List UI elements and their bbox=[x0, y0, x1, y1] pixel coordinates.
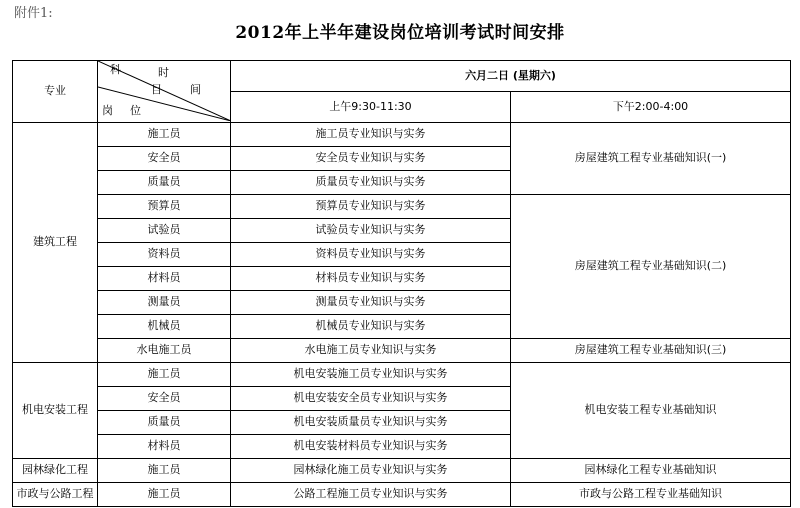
post-cell: 测量员 bbox=[98, 291, 231, 315]
morning-cell: 机械员专业知识与实务 bbox=[231, 315, 511, 339]
morning-cell: 测量员专业知识与实务 bbox=[231, 291, 511, 315]
header-major: 专业 bbox=[13, 61, 98, 123]
major-cell: 园林绿化工程 bbox=[13, 459, 98, 483]
afternoon-cell: 园林绿化工程专业基础知识 bbox=[511, 459, 791, 483]
morning-cell: 安全员专业知识与实务 bbox=[231, 147, 511, 171]
post-cell: 安全员 bbox=[98, 387, 231, 411]
post-cell: 施工员 bbox=[98, 123, 231, 147]
morning-cell: 机电安装施工员专业知识与实务 bbox=[231, 363, 511, 387]
header-morning: 上午9:30-11:30 bbox=[231, 92, 511, 123]
morning-cell: 质量员专业知识与实务 bbox=[231, 171, 511, 195]
header-row-date bbox=[13, 61, 791, 92]
morning-cell: 水电施工员专业知识与实务 bbox=[231, 339, 511, 363]
morning-cell: 公路工程施工员专业知识与实务 bbox=[231, 483, 511, 507]
post-cell: 试验员 bbox=[98, 219, 231, 243]
morning-cell: 材料员专业知识与实务 bbox=[231, 267, 511, 291]
table-row bbox=[13, 123, 791, 147]
morning-cell: 机电安装安全员专业知识与实务 bbox=[231, 387, 511, 411]
corner-label-time: 时 bbox=[158, 66, 169, 79]
post-cell: 水电施工员 bbox=[98, 339, 231, 363]
post-cell: 质量员 bbox=[98, 171, 231, 195]
table-row bbox=[13, 459, 791, 483]
afternoon-cell: 市政与公路工程专业基础知识 bbox=[511, 483, 791, 507]
morning-cell: 试验员专业知识与实务 bbox=[231, 219, 511, 243]
afternoon-cell: 房屋建筑工程专业基础知识(一) bbox=[511, 123, 791, 195]
morning-cell: 机电安装质量员专业知识与实务 bbox=[231, 411, 511, 435]
header-corner-cell bbox=[98, 61, 231, 123]
post-cell: 材料员 bbox=[98, 267, 231, 291]
corner-label-jian: 间 bbox=[190, 83, 201, 96]
post-cell: 材料员 bbox=[98, 435, 231, 459]
afternoon-cell: 房屋建筑工程专业基础知识(三) bbox=[511, 339, 791, 363]
header-afternoon: 下午2:00-4:00 bbox=[511, 92, 791, 123]
header-date: 六月二日 (星期六) bbox=[231, 61, 791, 92]
schedule-table bbox=[12, 60, 791, 507]
morning-cell: 机电安装材料员专业知识与实务 bbox=[231, 435, 511, 459]
major-cell: 建筑工程 bbox=[13, 123, 98, 363]
post-cell: 质量员 bbox=[98, 411, 231, 435]
post-cell: 预算员 bbox=[98, 195, 231, 219]
post-cell: 安全员 bbox=[98, 147, 231, 171]
corner-label-subject: 科 bbox=[110, 63, 121, 76]
post-cell: 施工员 bbox=[98, 483, 231, 507]
corner-label-wei: 位 bbox=[130, 104, 141, 117]
table-row bbox=[13, 195, 791, 219]
attachment-label: 附件1: bbox=[14, 6, 53, 21]
post-cell: 资料员 bbox=[98, 243, 231, 267]
morning-cell: 预算员专业知识与实务 bbox=[231, 195, 511, 219]
post-cell: 施工员 bbox=[98, 363, 231, 387]
morning-cell: 施工员专业知识与实务 bbox=[231, 123, 511, 147]
corner-label-gang: 岗 bbox=[102, 104, 113, 117]
corner-label-mu: 目 bbox=[151, 83, 162, 96]
post-cell: 机械员 bbox=[98, 315, 231, 339]
table-row bbox=[13, 339, 791, 363]
page-title: 2012年上半年建设岗位培训考试时间安排 bbox=[235, 23, 565, 43]
morning-cell: 资料员专业知识与实务 bbox=[231, 243, 511, 267]
post-cell: 施工员 bbox=[98, 459, 231, 483]
afternoon-cell: 机电安装工程专业基础知识 bbox=[511, 363, 791, 459]
morning-cell: 园林绿化施工员专业知识与实务 bbox=[231, 459, 511, 483]
table-row bbox=[13, 363, 791, 387]
afternoon-cell: 房屋建筑工程专业基础知识(二) bbox=[511, 195, 791, 339]
table-row bbox=[13, 483, 791, 507]
major-cell: 机电安装工程 bbox=[13, 363, 98, 459]
major-cell: 市政与公路工程 bbox=[13, 483, 98, 507]
